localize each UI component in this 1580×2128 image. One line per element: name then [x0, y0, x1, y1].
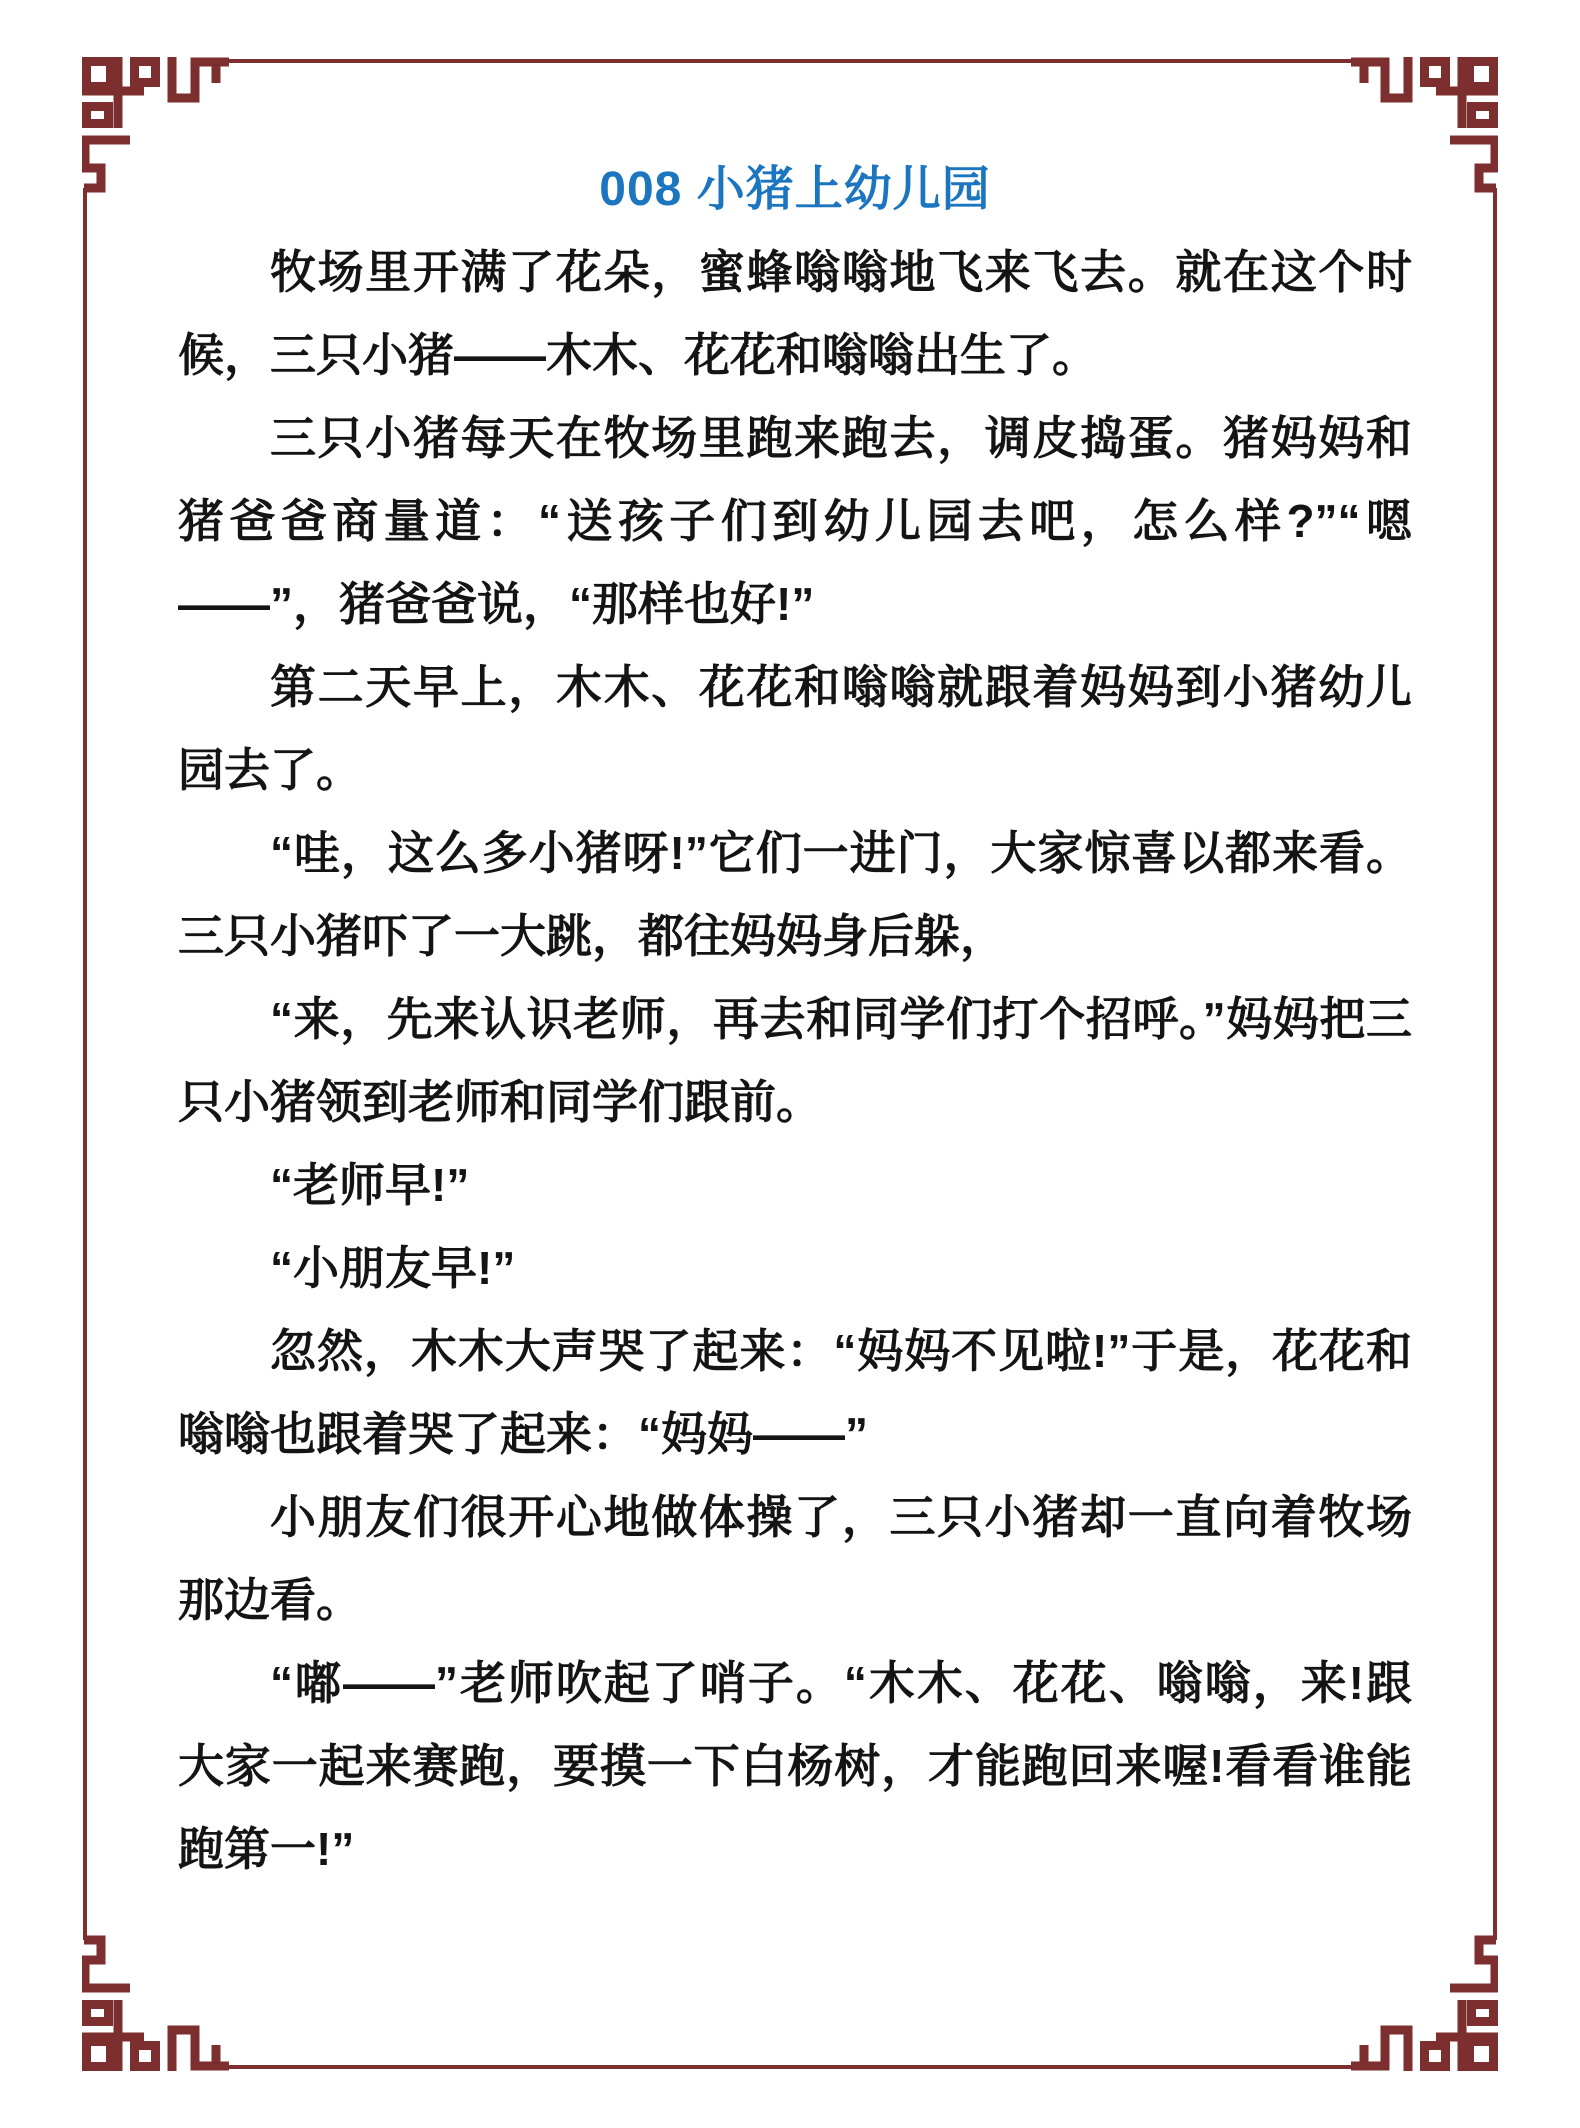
story-paragraph-5: “来，先来认识老师，再去和同学们打个招呼。”妈妈把三只小猪领到老师和同学们跟前。 [178, 993, 1412, 1128]
story-title: 008 小猪上幼儿园 [599, 163, 991, 216]
story-paragraph-1: 牧场里开满了花朵，蜜蜂嗡嗡地飞来飞去。就在这个时候，三只小猪——木木、花花和嗡嗡出生了。 [178, 246, 1412, 381]
story-paragraph-7: “小朋友早!” [270, 1242, 516, 1294]
story-content [178, 148, 1412, 1891]
border-line-bottom [226, 2065, 1354, 2069]
border-line-right [1493, 243, 1497, 1885]
border-corner-ornament-bottom-left [82, 1881, 232, 2071]
story-paragraph-2: 三只小猪每天在牧场里跑来跑去，调皮捣蛋。猪妈妈和猪爸爸商量道：“送孩子们到幼儿园去吧，怎么样?”“嗯——”，猪爸爸说，“那样也好!” [178, 412, 1412, 630]
border-line-left [83, 243, 87, 1885]
story-paragraph-3: 第二天早上，木木、花花和嗡嗡就跟着妈妈到小猪幼儿园去了。 [178, 661, 1412, 796]
story-paragraph-6: “老师早!” [270, 1159, 470, 1211]
border-corner-ornament-bottom-right [1348, 1881, 1498, 2071]
story-paragraph-8: 忽然，木木大声哭了起来：“妈妈不见啦!”于是，花花和嗡嗡也跟着哭了起来：“妈妈——” [178, 1325, 1412, 1460]
story-paragraph-4: “哇，这么多小猪呀!”它们一进门，大家惊喜以都来看。三只小猪吓了一大跳，都往妈妈身后躲， [178, 827, 1412, 962]
story-paragraph-10: “嘟——”老师吹起了哨子。“木木、花花、嗡嗡，来!跟大家一起来赛跑，要摸一下白杨树，才能跑回来喔!看看谁能跑第一!” [178, 1657, 1412, 1875]
border-line-top [226, 59, 1354, 63]
story-paragraph-9: 小朋友们很开心地做体操了，三只小猪却一直向着牧场那边看。 [178, 1491, 1412, 1626]
